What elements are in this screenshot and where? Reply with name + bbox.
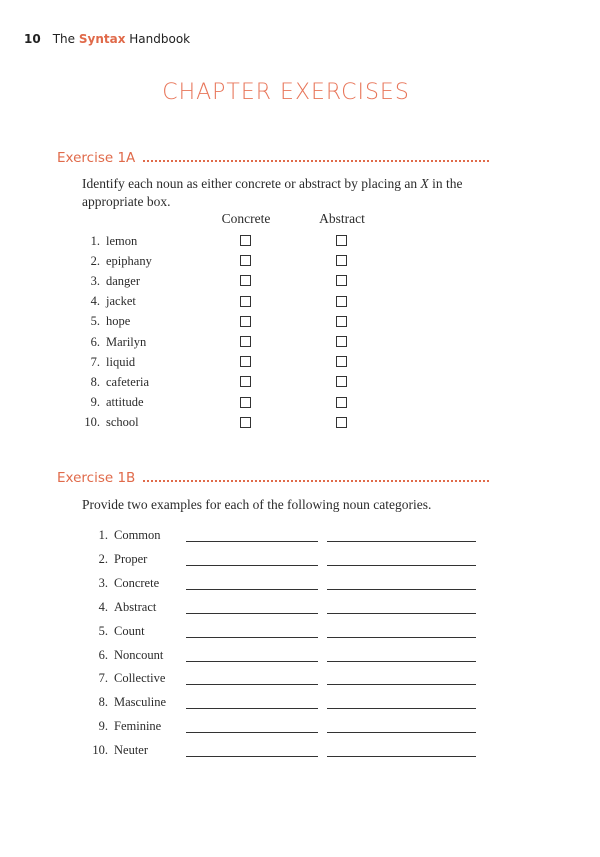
exercise-1a-heading: [57, 150, 489, 166]
item-number: 6.: [98, 647, 108, 662]
item-number: 2.: [98, 551, 108, 566]
instructions-text-end: in the appropriate box.: [82, 176, 463, 209]
answer-blank-2[interactable]: [327, 708, 476, 709]
abstract-checkbox[interactable]: [336, 316, 347, 327]
concrete-checkbox[interactable]: [240, 275, 251, 286]
answer-blank-2[interactable]: [327, 732, 476, 733]
noun-word: danger: [106, 273, 141, 288]
exercise-1b-title: Exercise 1B: [57, 470, 136, 486]
dotted-leader: [143, 153, 489, 162]
running-head: [24, 32, 190, 46]
concrete-checkbox[interactable]: [240, 235, 251, 246]
column-header-abstract: Abstract: [319, 211, 365, 226]
abstract-checkbox[interactable]: [336, 255, 347, 266]
noun-word: cafeteria: [106, 374, 150, 389]
list-item: [80, 353, 135, 371]
concrete-checkbox[interactable]: [240, 356, 251, 367]
answer-blank-2[interactable]: [327, 565, 476, 566]
list-item: [80, 232, 137, 250]
list-item: [80, 414, 139, 432]
list-item: [80, 272, 140, 290]
concrete-checkbox[interactable]: [240, 255, 251, 266]
answer-blank-1[interactable]: [186, 661, 318, 662]
item-number: 1.: [90, 233, 100, 248]
concrete-checkbox[interactable]: [240, 376, 251, 387]
item-number: 7.: [90, 354, 100, 369]
abstract-checkbox[interactable]: [336, 376, 347, 387]
list-item: [90, 648, 163, 666]
category-label: Noncount: [114, 647, 164, 662]
list-item: [90, 576, 159, 594]
answer-blank-1[interactable]: [186, 613, 318, 614]
concrete-checkbox[interactable]: [240, 316, 251, 327]
abstract-checkbox[interactable]: [336, 296, 347, 307]
book-title-suffix: Handbook: [129, 32, 191, 46]
abstract-checkbox[interactable]: [336, 275, 347, 286]
instructions-mark: X: [420, 176, 429, 191]
list-item: [80, 293, 136, 311]
item-number: 4.: [98, 599, 108, 614]
list-item: [80, 373, 149, 391]
category-label: Concrete: [114, 575, 160, 590]
noun-word: attitude: [106, 395, 144, 410]
book-title-prefix: The: [52, 32, 76, 46]
answer-blank-2[interactable]: [327, 661, 476, 662]
book-title-accent: Syntax: [78, 32, 126, 46]
list-item: [80, 313, 130, 331]
concrete-checkbox[interactable]: [240, 336, 251, 347]
column-header-concrete: Concrete: [221, 211, 271, 226]
concrete-checkbox[interactable]: [240, 296, 251, 307]
list-item: [80, 333, 146, 351]
answer-blank-2[interactable]: [327, 756, 476, 757]
abstract-checkbox[interactable]: [336, 417, 347, 428]
category-label: Common: [114, 528, 161, 542]
answer-blank-1[interactable]: [186, 589, 318, 590]
answer-blank-2[interactable]: [327, 684, 476, 685]
concrete-checkbox[interactable]: [240, 417, 251, 428]
list-item: [90, 671, 165, 689]
dotted-leader: [143, 473, 489, 482]
answer-blank-2[interactable]: [327, 637, 476, 638]
noun-word: epiphany: [106, 253, 152, 268]
list-item: [90, 695, 166, 713]
abstract-checkbox[interactable]: [336, 356, 347, 367]
item-number: 4.: [90, 294, 100, 309]
chapter-title: CHAPTER EXERCISES: [162, 80, 410, 105]
exercise-1b-heading: [57, 470, 489, 486]
list-item: [90, 528, 161, 546]
answer-blank-1[interactable]: [186, 684, 318, 685]
noun-word: jacket: [106, 294, 136, 309]
item-number: 9.: [90, 395, 100, 410]
noun-word: school: [106, 415, 139, 430]
answer-blank-1[interactable]: [186, 756, 318, 757]
abstract-checkbox[interactable]: [336, 235, 347, 246]
noun-word: hope: [106, 314, 131, 329]
exercise-1a-instructions: [82, 175, 467, 211]
item-number: 5.: [90, 314, 100, 329]
item-number: 10.: [84, 415, 100, 430]
list-item: [80, 394, 144, 412]
instructions-text-start: Identify each noun as either concrete or abstract by placing an: [82, 176, 421, 191]
category-label: Abstract: [114, 599, 157, 614]
item-number: 6.: [90, 334, 100, 349]
category-label: Neuter: [114, 743, 149, 758]
abstract-checkbox[interactable]: [336, 397, 347, 408]
item-number: 2.: [90, 253, 100, 268]
category-label: Proper: [114, 551, 148, 566]
category-label: Count: [114, 623, 145, 638]
answer-blank-1[interactable]: [186, 565, 318, 566]
answer-blank-1[interactable]: [186, 732, 318, 733]
noun-word: liquid: [106, 354, 136, 369]
item-number: 1.: [98, 528, 108, 542]
answer-blank-1[interactable]: [186, 708, 318, 709]
item-number: 3.: [90, 273, 100, 288]
exercise-1b-instructions: Provide two examples for each of the following noun categories.: [82, 497, 432, 512]
abstract-checkbox[interactable]: [336, 336, 347, 347]
noun-word: Marilyn: [106, 334, 147, 349]
category-label: Masculine: [114, 695, 167, 710]
list-item: [90, 624, 145, 642]
item-number: 9.: [98, 719, 108, 734]
page-number: 10: [24, 32, 41, 46]
exercise-1a-title: Exercise 1A: [57, 150, 136, 166]
item-number: 8.: [98, 695, 108, 710]
list-item: [80, 252, 152, 270]
answer-blank-2[interactable]: [327, 541, 476, 542]
item-number: 5.: [98, 623, 108, 638]
list-item: [90, 552, 147, 570]
list-item: [90, 743, 148, 761]
answer-blank-1[interactable]: [186, 541, 318, 542]
item-number: 8.: [90, 374, 100, 389]
list-item: [90, 600, 156, 618]
list-item: [90, 719, 161, 737]
answer-blank-2[interactable]: [327, 589, 476, 590]
category-label: Feminine: [114, 719, 162, 734]
noun-word: lemon: [106, 233, 138, 248]
answer-blank-2[interactable]: [327, 613, 476, 614]
item-number: 3.: [98, 575, 108, 590]
item-number: 10.: [92, 743, 108, 758]
category-label: Collective: [114, 671, 166, 686]
concrete-checkbox[interactable]: [240, 397, 251, 408]
answer-blank-1[interactable]: [186, 637, 318, 638]
item-number: 7.: [98, 671, 108, 686]
